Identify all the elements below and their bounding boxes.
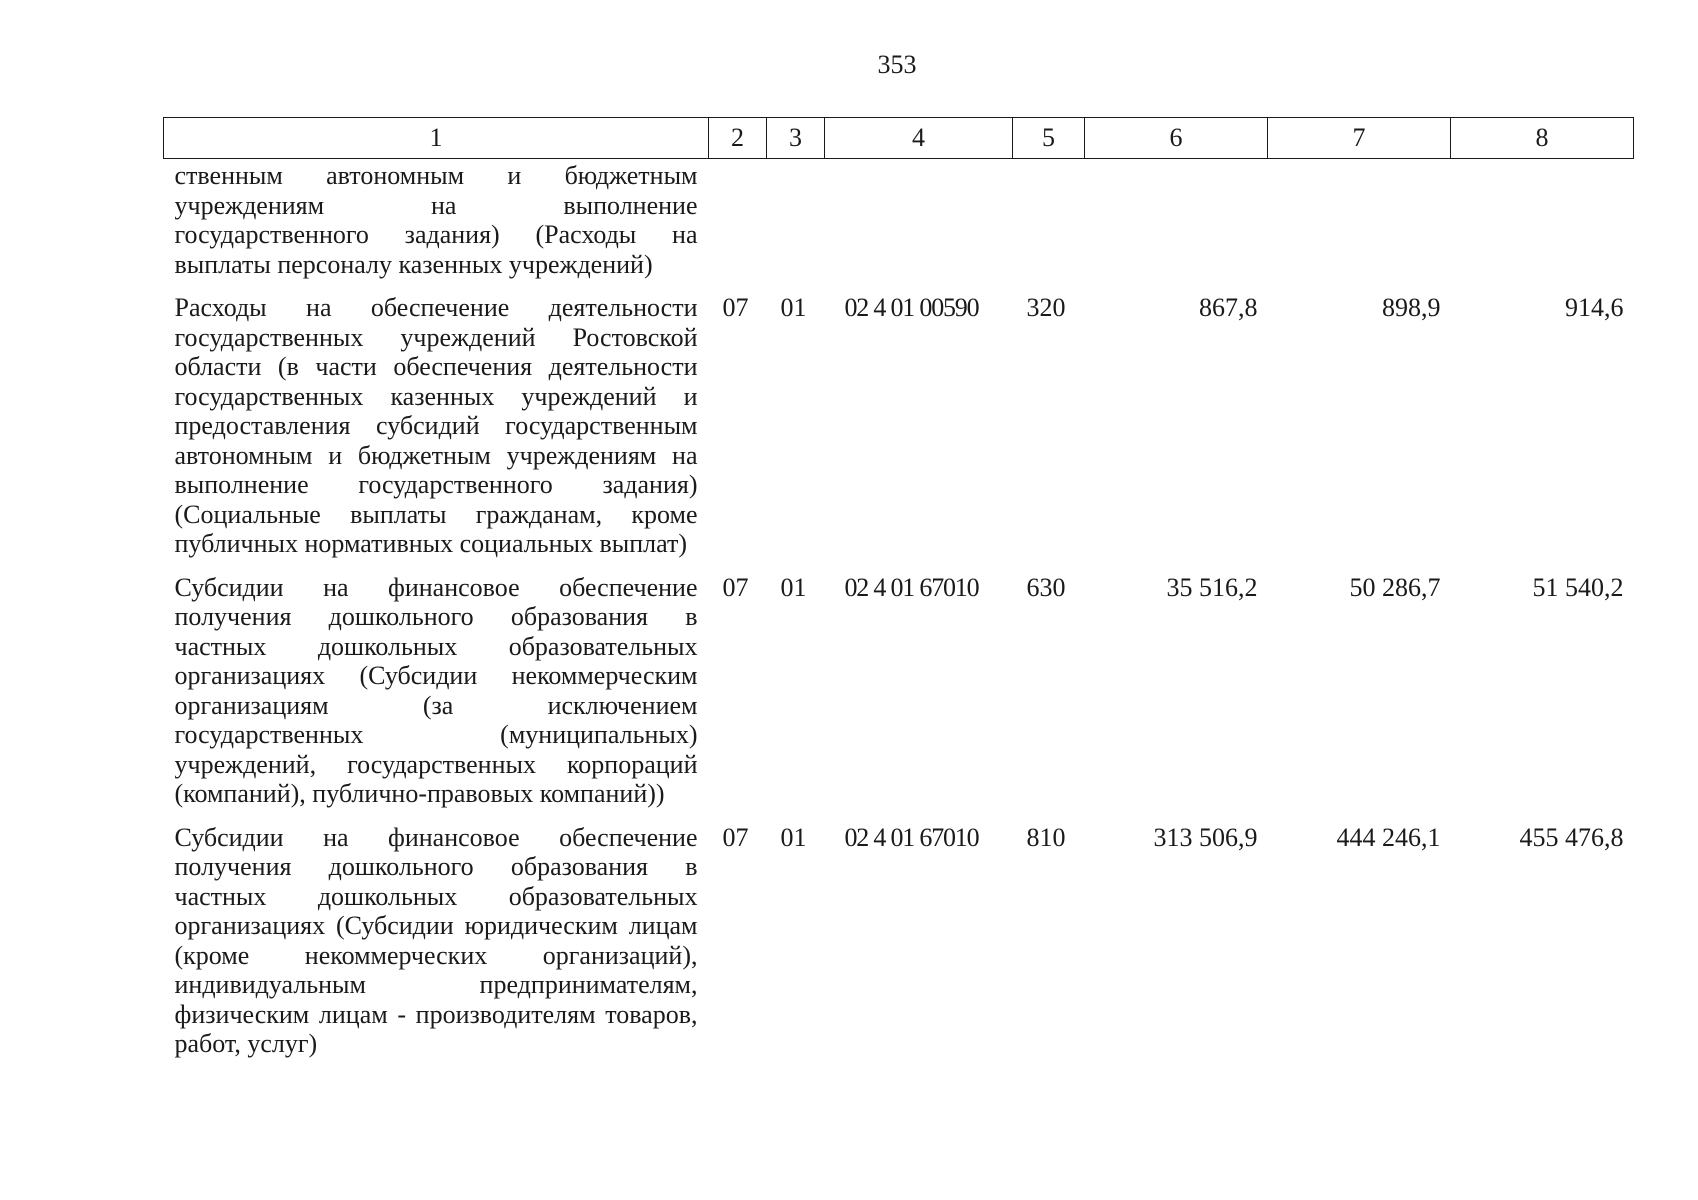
row-description: ственным автономным и бюджетным учреждениям на выполнение государственного задания) (Расходы на выплаты персоналу казенных учреждений) (174, 161, 698, 279)
row-target-article: 02 4 01 67010 (844, 822, 979, 852)
column-header-2: 2 (709, 118, 767, 159)
row-target-article: 02 4 01 67010 (844, 572, 979, 602)
row-subsection: 01 (780, 572, 807, 602)
table-body (164, 159, 1634, 1073)
row-amount-year2: 898,9 (1382, 293, 1441, 322)
column-header-8: 8 (1451, 118, 1634, 159)
row-section (709, 159, 767, 294)
column-header-1: 1 (164, 118, 709, 159)
table-row (164, 159, 1634, 294)
row-section: 07 (722, 822, 749, 852)
row-expense-type: 810 (1026, 822, 1066, 852)
table-row (164, 823, 1634, 1073)
row-subsection: 01 (780, 822, 807, 852)
column-header-4: 4 (825, 118, 1013, 159)
budget-table (163, 117, 1634, 1073)
table-row (164, 293, 1634, 573)
row-subsection (767, 159, 825, 294)
row-target-article: 02 4 01 00590 (844, 293, 979, 322)
row-subsection: 01 (780, 293, 807, 322)
page-number: 353 (877, 50, 917, 79)
column-header-7: 7 (1268, 118, 1451, 159)
row-section: 07 (722, 293, 749, 322)
row-amount-year1: 35 516,2 (1166, 572, 1258, 602)
header-row (164, 118, 1634, 159)
row-amount-year3: 914,6 (1565, 293, 1624, 322)
column-header-3: 3 (767, 118, 825, 159)
row-amount-year1 (1085, 159, 1268, 294)
row-description: Субсидии на финансовое обеспечение получения дошкольного образования в частных дошкольных образовательных организациях (Субсидии юридическим лицам (кроме некоммерческих организаций), индивидуальным предпринимателям, физическим лицам - производителям товаров, работ, услуг) (174, 822, 698, 1058)
row-amount-year3: 455 476,8 (1519, 822, 1624, 852)
column-header-5: 5 (1013, 118, 1085, 159)
row-description: Расходы на обеспечение деятельности государственных учреждений Ростовской области (в части обеспечения деятельности государственных казенных учреждений и предоставления субсидий государственным автономным и бюджетным учреждениям на выполнение государственного задания) (Социальные выплаты гражданам, кроме публичных нормативных социальных выплат) (174, 293, 698, 558)
row-amount-year2: 444 246,1 (1336, 822, 1441, 852)
row-expense-type (1013, 159, 1085, 294)
table-header (164, 118, 1634, 159)
row-amount-year3 (1451, 159, 1634, 294)
row-amount-year1: 313 506,9 (1153, 822, 1258, 852)
table-row (164, 573, 1634, 823)
row-amount-year2 (1268, 159, 1451, 294)
row-section: 07 (722, 572, 749, 602)
row-amount-year3: 51 540,2 (1532, 572, 1624, 602)
row-expense-type: 320 (1026, 293, 1066, 322)
row-expense-type: 630 (1026, 572, 1066, 602)
column-header-6: 6 (1085, 118, 1268, 159)
row-amount-year1: 867,8 (1199, 293, 1258, 322)
row-amount-year2: 50 286,7 (1349, 572, 1441, 602)
row-description: Субсидии на финансовое обеспечение получения дошкольного образования в частных дошкольных образовательных организациях (Субсидии некоммерческим организациям (за исключением государственных (муниципальных) учреждений, государственных корпораций (компаний), публично-правовых компаний)) (174, 572, 698, 808)
row-target-article (825, 159, 1013, 294)
